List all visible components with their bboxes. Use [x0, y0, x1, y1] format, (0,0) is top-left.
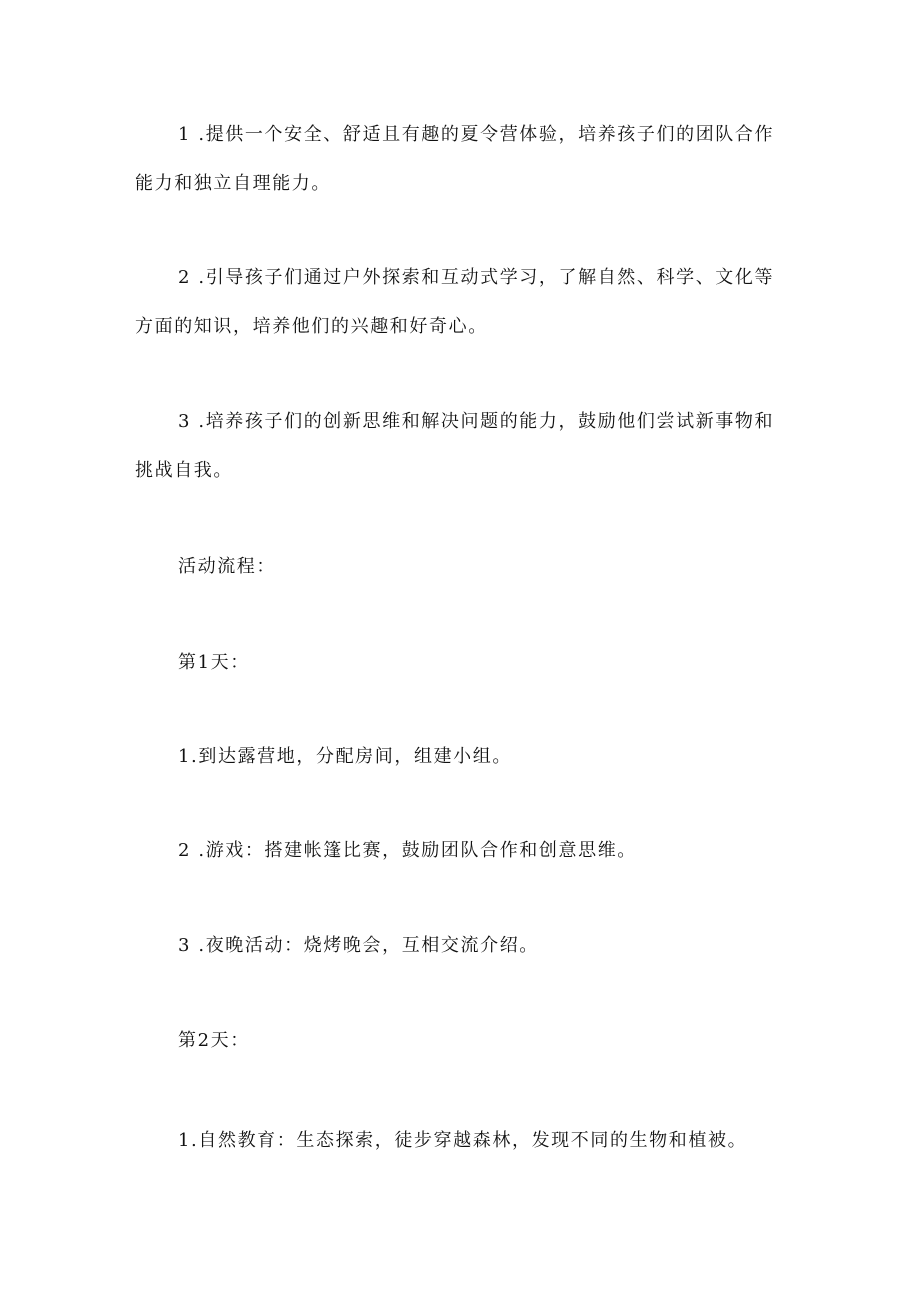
day1-item-1: 1.到达露营地，分配房间，组建小组。: [178, 746, 512, 767]
day2-item-1: 1.自然教育：生态探索，徒步穿越森林，发现不同的生物和植被。: [178, 1130, 748, 1151]
day2-heading: 第2天：: [178, 1030, 250, 1051]
process-heading: 活动流程：: [178, 556, 276, 577]
objective-paragraph-2: 2 .引导孩子们通过户外探索和互动式学习，了解自然、科学、文化等方面的知识，培养他们的兴趣和好奇心。: [135, 267, 775, 337]
objective-paragraph-1: 1 .提供一个安全、舒适且有趣的夏令营体验，培养孩子们的团队合作能力和独立自理能力。: [135, 124, 775, 194]
objective-paragraph-3: 3 .培养孩子们的创新思维和解决问题的能力，鼓励他们尝试新事物和挑战自我。: [135, 411, 775, 481]
day1-item-2: 2 .游戏：搭建帐篷比赛，鼓励团队合作和创意思维。: [178, 840, 637, 861]
day1-heading: 第1天：: [178, 652, 250, 673]
day1-item-3: 3 .夜晚活动：烧烤晚会，互相交流介绍。: [178, 935, 539, 956]
